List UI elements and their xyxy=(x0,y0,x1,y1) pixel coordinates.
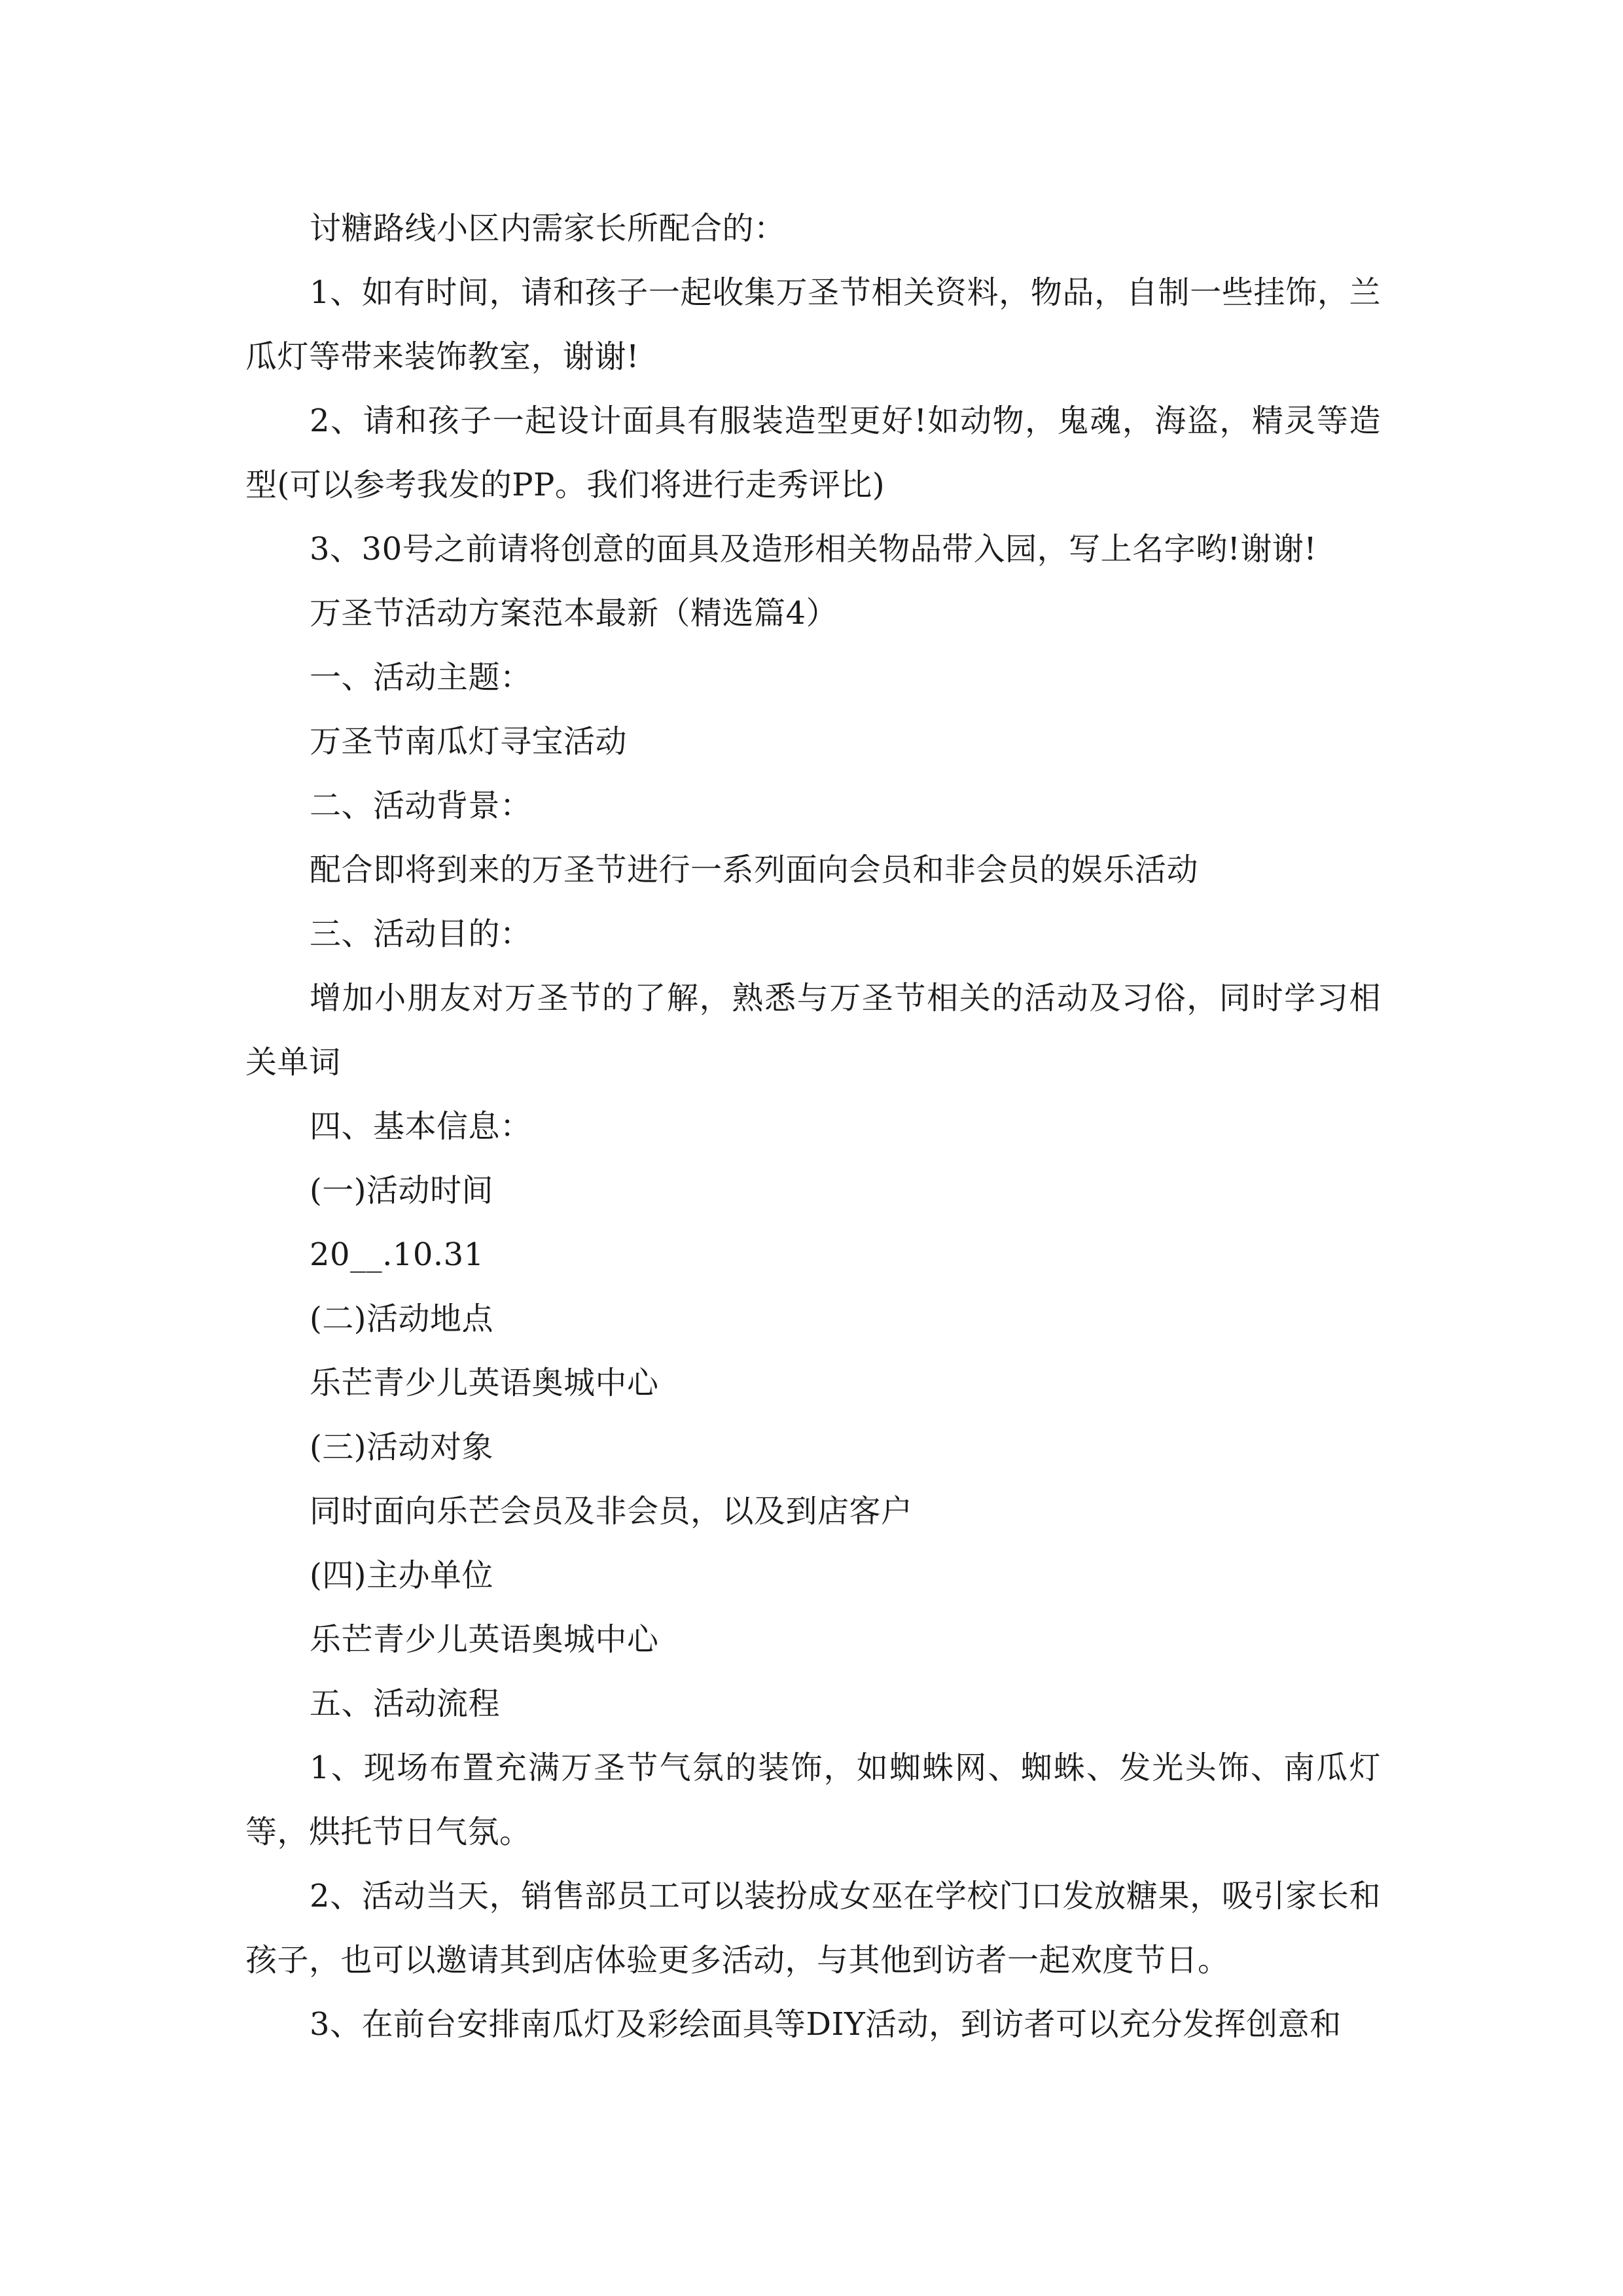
paragraph: 1、如有时间，请和孩子一起收集万圣节相关资料，物品，自制一些挂饰，兰瓜灯等带来装饰教室，谢谢! xyxy=(245,274,1381,375)
subheading: (二)活动地点 xyxy=(310,1300,493,1337)
paragraph: 讨糖路线小区内需家长所配合的： xyxy=(310,210,786,247)
paragraph: 增加小朋友对万圣节的了解，熟悉与万圣节相关的活动及习俗，同时学习相关单词 xyxy=(245,980,1381,1081)
section-title: 万圣节活动方案范本最新（精选篇4） xyxy=(310,595,838,632)
heading: 一、活动主题： xyxy=(310,659,532,696)
paragraph: 乐芒青少儿英语奥城中心 xyxy=(310,1621,659,1658)
paragraph: 2、活动当天，销售部员工可以装扮成女巫在学校门口发放糖果，吸引家长和孩子，也可以邀请其到店体验更多活动，与其他到访者一起欢度节日。 xyxy=(245,1878,1381,1979)
paragraph: 3、在前台安排南瓜灯及彩绘面具等DIY活动，到访者可以充分发挥创意和 xyxy=(310,2006,1342,2043)
heading: 四、基本信息： xyxy=(310,1108,532,1145)
document-body xyxy=(245,196,1381,2056)
paragraph: 20__.10.31 xyxy=(310,1236,484,1273)
paragraph: 2、请和孩子一起设计面具有服装造型更好!如动物，鬼魂，海盗，精灵等造型(可以参考我发的PP。我们将进行走秀评比) xyxy=(245,403,1381,503)
paragraph: 同时面向乐芒会员及非会员，以及到店客户 xyxy=(310,1493,913,1530)
paragraph: 乐芒青少儿英语奥城中心 xyxy=(310,1365,659,1401)
paragraph: 万圣节南瓜灯寻宝活动 xyxy=(310,723,628,760)
subheading: (一)活动时间 xyxy=(310,1172,493,1209)
paragraph: 3、30号之前请将创意的面具及造形相关物品带入园，写上名字哟!谢谢! xyxy=(310,531,1317,567)
heading: 二、活动背景： xyxy=(310,787,532,824)
subheading: (四)主办单位 xyxy=(310,1557,493,1594)
paragraph: 配合即将到来的万圣节进行一系列面向会员和非会员的娱乐活动 xyxy=(310,852,1199,888)
subheading: (三)活动对象 xyxy=(310,1429,493,1465)
heading: 三、活动目的： xyxy=(310,916,532,952)
heading: 五、活动流程 xyxy=(310,1685,501,1722)
paragraph: 1、现场布置充满万圣节气氛的装饰，如蜘蛛网、蜘蛛、发光头饰、南瓜灯等，烘托节日气氛。 xyxy=(245,1749,1381,1850)
